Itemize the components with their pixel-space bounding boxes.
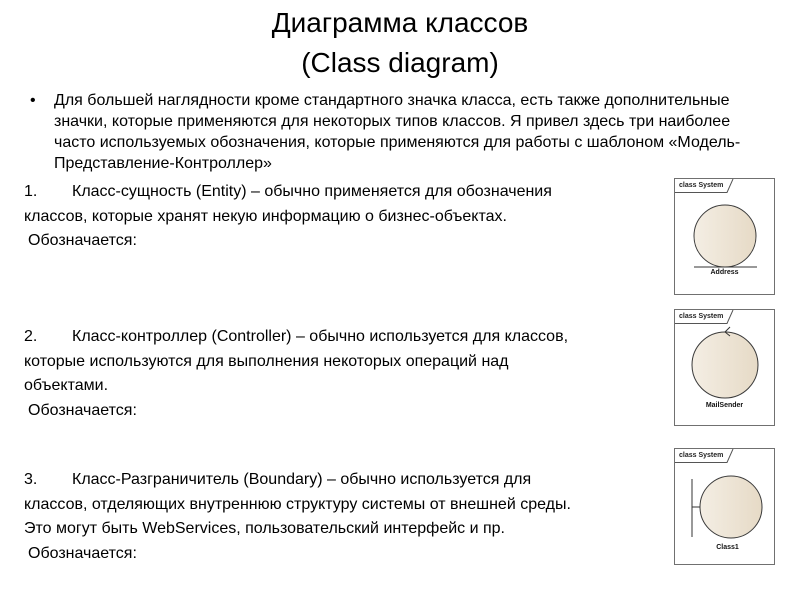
item-entity: [24, 180, 664, 254]
item-denote: Обозначается:: [28, 232, 137, 249]
frame-label: class System: [679, 313, 724, 320]
frame-label: class System: [679, 182, 724, 189]
item-line: классов, отделяющих внутреннюю структуру системы от внешней среды.: [24, 495, 571, 513]
class-name: Address: [710, 269, 739, 276]
item-line: классов, которые хранят некую информацию о бизнес-объектах.: [24, 207, 507, 225]
item-line: объектами.: [24, 377, 109, 394]
frame-label: class System: [679, 452, 724, 459]
class-name: MailSender: [705, 402, 744, 409]
class-name: Class1: [716, 544, 739, 551]
controller-class-diagram: [674, 309, 775, 426]
boundary-class-diagram: [674, 448, 775, 565]
item-line: Класс-сущность (Entity) – обычно применяется для обозначения: [72, 183, 552, 200]
slide-title-line2: (Class diagram): [301, 47, 499, 78]
bullet-marker: •: [30, 92, 36, 109]
item-controller: [24, 325, 664, 423]
entity-class-diagram: [674, 178, 775, 295]
slide-title-line1: Диаграмма классов: [271, 7, 529, 38]
item-line: Это могут быть WebServices, пользовательский интерфейс и пр.: [24, 520, 505, 537]
item-number: 3.: [24, 471, 38, 488]
item-number: 1.: [24, 183, 38, 200]
item-denote: Обозначается:: [28, 401, 137, 419]
item-number: 2.: [24, 328, 38, 345]
entity-icon: [675, 179, 775, 295]
item-denote: Обозначается:: [28, 544, 137, 562]
item-line: которые используются для выполнения некоторых операций над: [24, 352, 509, 370]
intro-text: Для большей наглядности кроме стандартного значка класса, есть также дополнительные значки, которые применяются для некоторых типов классов. Я привел здесь три наиболее часто используемых обозначения, которые применяются для работы с шаблоном «Модель-Представление-Контроллер»: [54, 92, 741, 172]
item-boundary: [24, 468, 664, 566]
item-line: Класс-контроллер (Controller) – обычно используется для классов,: [72, 328, 569, 345]
item-line: Класс-Разграничитель (Boundary) – обычно используется для: [72, 471, 532, 488]
